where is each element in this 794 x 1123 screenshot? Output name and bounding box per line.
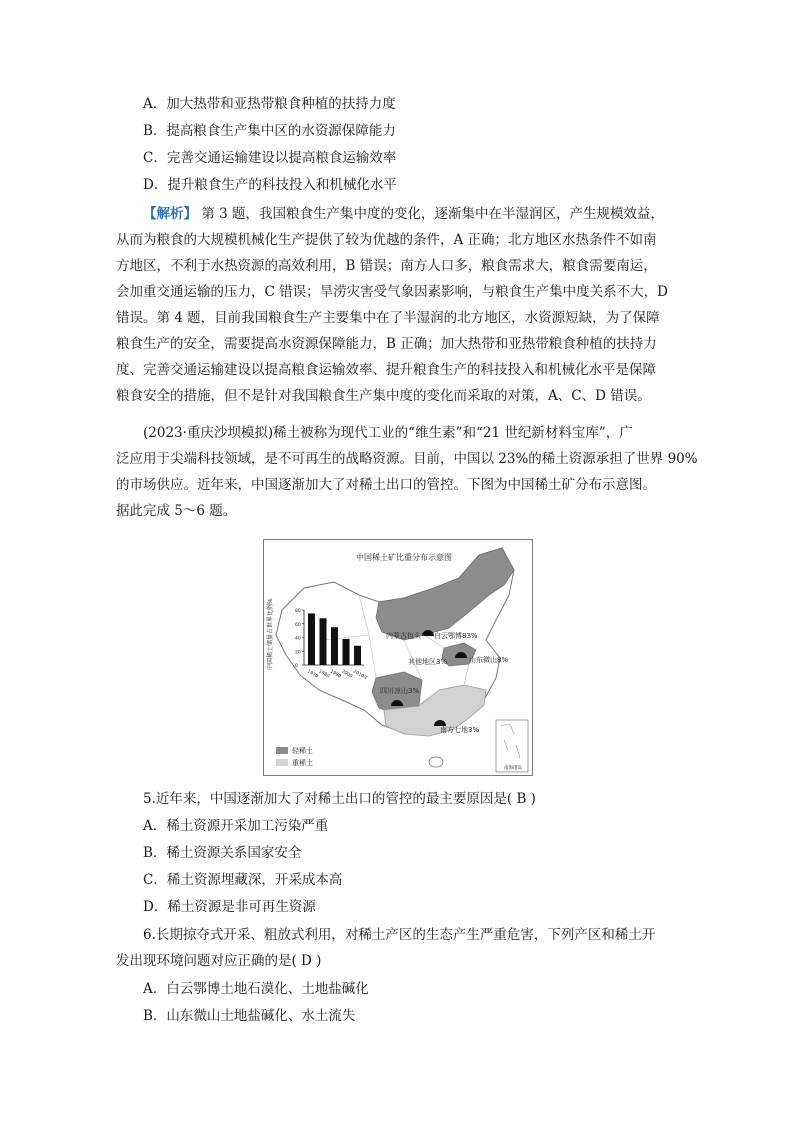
hainan-island — [429, 757, 443, 767]
chart-xtick-label: 1990 — [329, 669, 342, 680]
chart-ylabel: 中国稀土储量占世界比例% — [267, 598, 274, 670]
chart-xtick-label: 1970 — [306, 669, 319, 680]
analysis-line: 错误。第 4 题，目前我国粮食生产主要集中在了半湿润的北方地区，水资源短缺，为了保障 — [116, 310, 660, 326]
chart-xtick-label: 2010年 — [352, 669, 369, 682]
analysis-line: 从而为粮食的大规模机械化生产提供了较为优越的条件，A 正确；北方地区水热条件不如南 — [116, 232, 657, 248]
inset-label: 南海诸岛 — [504, 766, 522, 771]
q6-stem-line: 6.长期掠夺式开采、粗放式利用，对稀土产区的生态产生严重危害，下列产区和稀土开 — [143, 927, 656, 943]
chart-xtick-label: 2000 — [340, 669, 353, 680]
chart-ytick-label: 60 — [295, 622, 301, 628]
label-south: 南方七地3% — [440, 726, 480, 734]
q5-stem: 5.近年来，中国逐渐加大了对稀土出口的管控的最主要原因是( B ) — [143, 791, 536, 807]
chart-ytick-label: 0 — [295, 664, 298, 669]
analysis-line: 方地区，不利于水热资源的高效利用，B 错误；南方人口多，粮食需求大，粮食需要南运， — [116, 258, 657, 274]
analysis-tag: 【解析】 — [143, 206, 197, 222]
label-baiyun: 白云鄂博83% — [434, 632, 478, 640]
intro-line: 的市场供应。近年来，中国逐渐加大了对稀土出口的管控。下图为中国稀土矿分布示意图。 — [116, 477, 656, 493]
analysis-line: 第 3 题，我国粮食生产集中度的变化，逐渐集中在半湿润区，产生规模效益， — [201, 206, 664, 222]
q5-option-b: B．稀土资源关系国家安全 — [143, 845, 302, 861]
chart-ytick-label: 80 — [295, 609, 301, 614]
analysis-line: 度、完善交通运输建设以提高粮食运输效率、提升粮食生产的科技投入和机械化水平是保障 — [116, 362, 656, 378]
q6-stem-line: 发出现环境问题对应正确的是( D ) — [116, 953, 322, 969]
q4-option-d: D．提升粮食生产的科技投入和机械化水平 — [143, 177, 397, 193]
q6-option-b: B．山东微山土地盐碱化、水土流失 — [143, 1008, 356, 1024]
intro-line: 据此完成 5～6 题。 — [116, 503, 237, 519]
q4-option-a: A．加大热带和亚热带粮食种植的扶持力度 — [143, 96, 396, 112]
rare-earth-map — [264, 540, 532, 775]
legend-light-label: 轻稀土 — [292, 747, 313, 755]
q4-option-c: C．完善交通运输建设以提高粮食运输效率 — [143, 150, 397, 166]
chart-bar — [343, 639, 350, 665]
chart-bar — [354, 646, 361, 665]
q5-option-a: A．稀土资源开采加工污染严重 — [143, 818, 329, 834]
rare-earth-map-figure — [263, 539, 533, 776]
legend-heavy-swatch — [276, 759, 288, 766]
label-baotou: 内蒙古包头 — [386, 632, 421, 640]
map-title: 中国稀土矿比重分布示意图 — [356, 553, 452, 562]
intro-line: 泛应用于尖端科技领域，是不可再生的战略资源。目前，中国以 23%的稀土资源承担了世界 90% — [116, 451, 698, 467]
chart-xtick-label: 1980 — [317, 669, 330, 680]
chart-ytick-label: 40 — [295, 636, 301, 642]
chart-bar — [308, 613, 315, 665]
chart-bar — [331, 627, 338, 665]
q5-option-c: C．稀土资源埋藏深，开采成本高 — [143, 872, 343, 888]
analysis-line: 粮食安全的措施，但不是针对我国粮食生产集中度的变化而采取的对策，A、C、D 错误。 — [116, 388, 651, 404]
label-other: 其他地区3% — [408, 658, 448, 666]
analysis-line: 粮食生产的安全，需要提高水资源保障能力，B 正确；加大热带和亚热带粮食种植的扶持力 — [116, 336, 657, 352]
chart-ytick-label: 20 — [295, 650, 301, 656]
q6-option-a: A．白云鄂博土地石漠化、土地盐碱化 — [143, 981, 369, 997]
intro-line: (2023·重庆沙坝模拟)稀土被称为现代工业的“维生素”和“21 世纪新材料宝库”，广 — [143, 425, 633, 441]
legend-light-swatch — [276, 747, 288, 754]
analysis-first-line — [143, 201, 664, 227]
q4-option-b: B．提高粮食生产集中区的水资源保障能力 — [143, 123, 396, 139]
analysis-line: 会加重交通运输的压力，C 错误；旱涝灾害受气象因素影响，与粮食生产集中度关系不大，D — [116, 284, 668, 300]
label-shandong: 山东微山8% — [469, 656, 509, 664]
south-china-sea-inset — [496, 720, 528, 772]
label-sichuan: 四川凉山3% — [380, 687, 420, 695]
legend-heavy-label: 重稀土 — [292, 759, 313, 767]
chart-bar — [320, 618, 327, 665]
q5-option-d: D．稀土资源是非可再生资源 — [143, 899, 316, 915]
